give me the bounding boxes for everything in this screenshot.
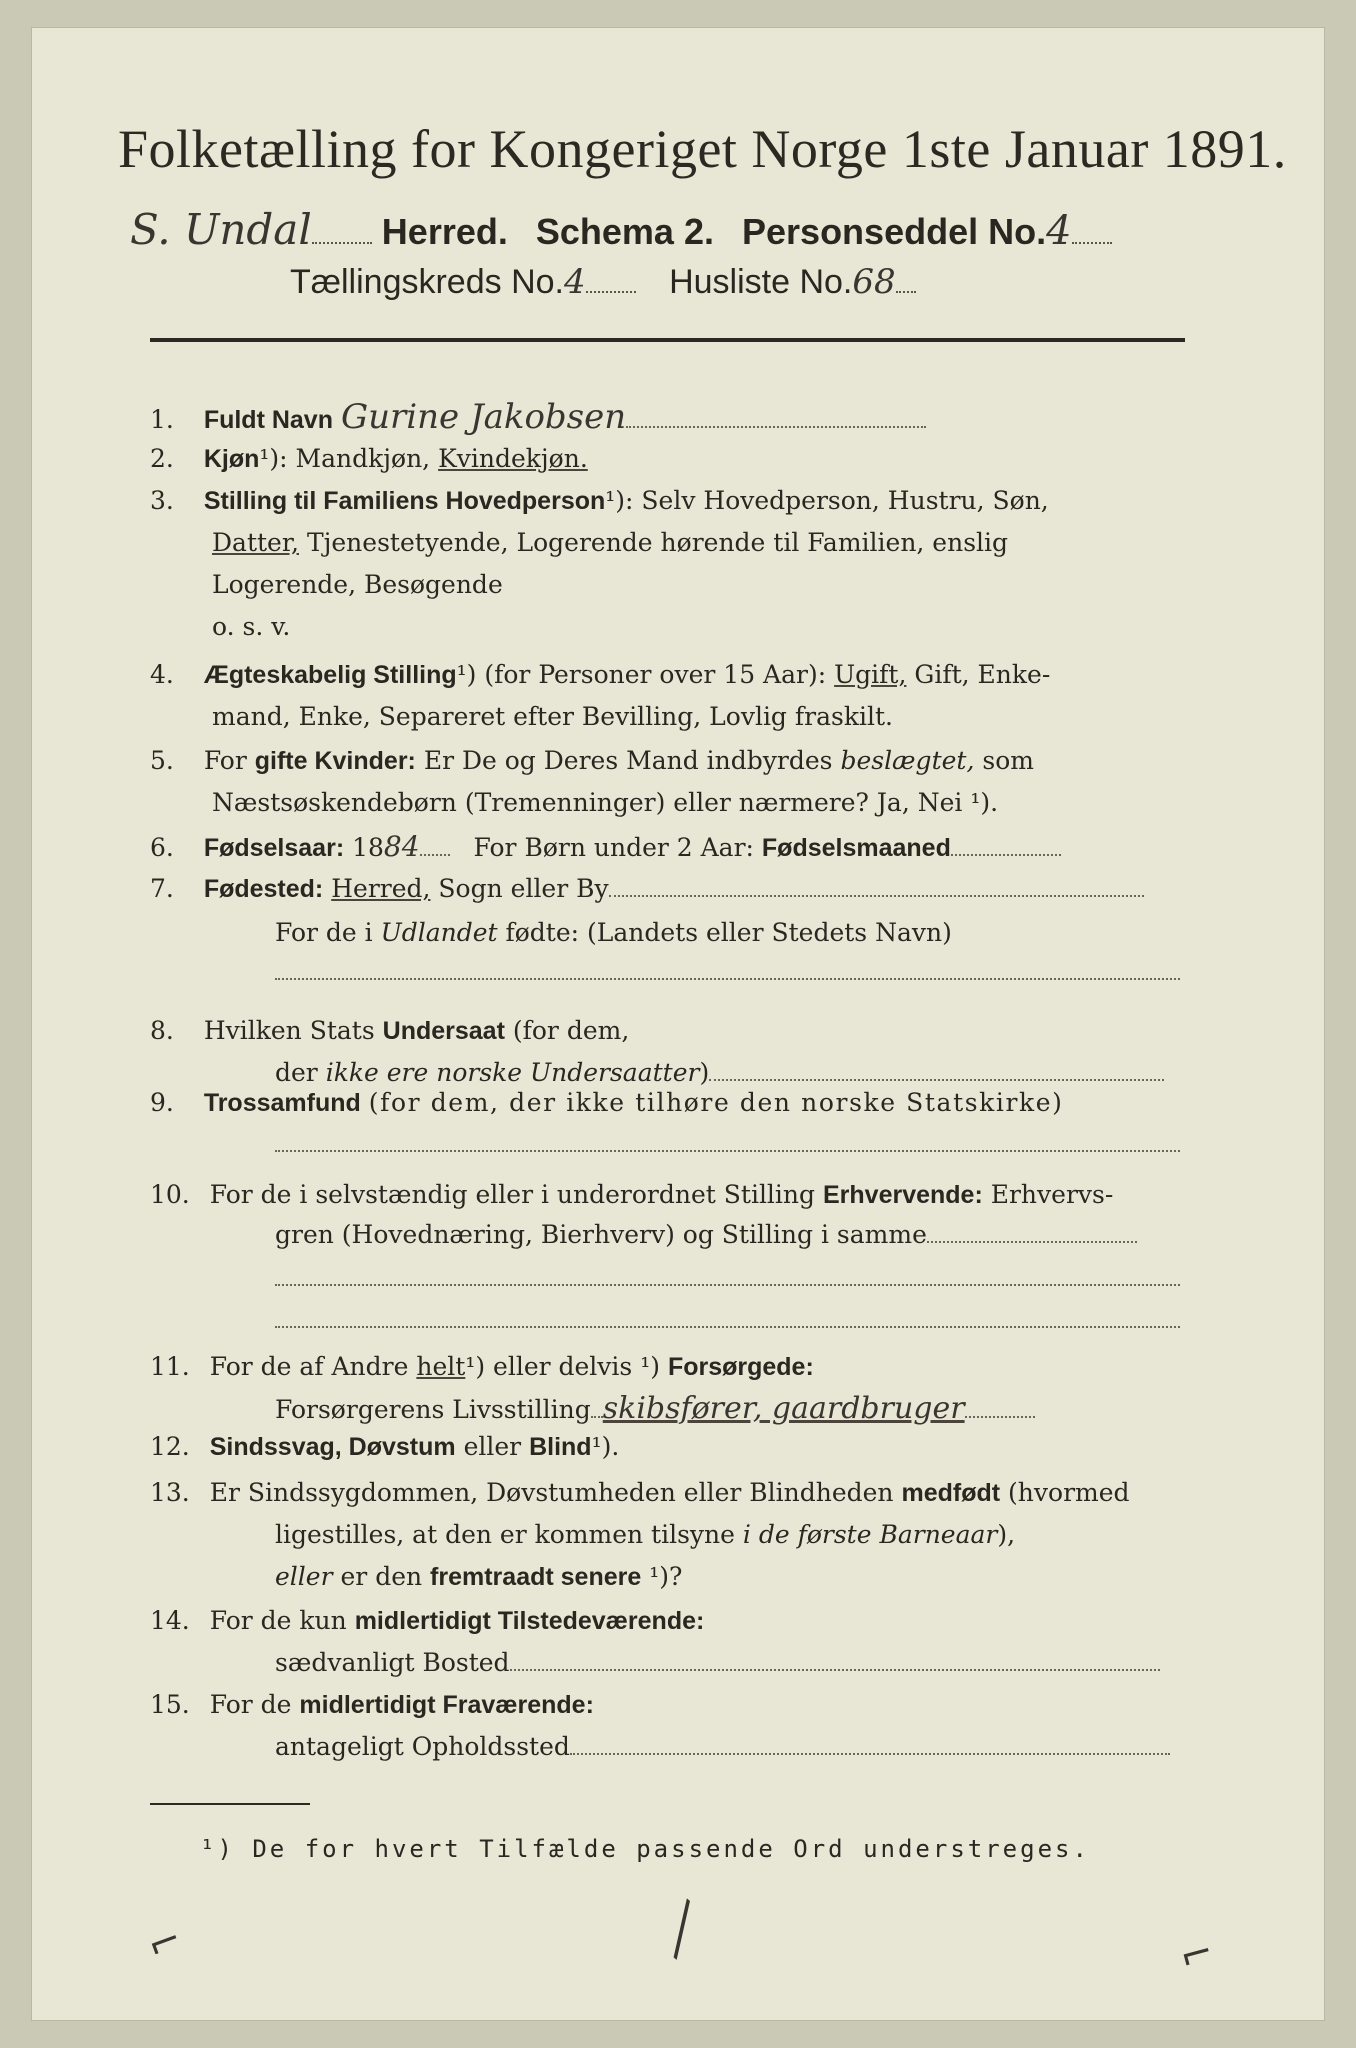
item-4-row2: mand, Enke, Separeret efter Bevilling, Lovlig fraskilt.	[212, 702, 893, 731]
item-13-line2b: ),	[997, 1520, 1016, 1549]
item-13-num: 13.	[150, 1478, 190, 1507]
item-11-dots-b	[965, 1396, 1035, 1418]
item-7	[150, 874, 1144, 904]
husliste-dots	[896, 291, 916, 293]
item-11-value: skibsfører, gaardbruger	[602, 1391, 965, 1426]
schema-label: Schema 2.	[535, 211, 714, 252]
item-8-line2it: ikke ere norske Undersaatter	[325, 1058, 700, 1087]
item-11-row2	[275, 1391, 1035, 1426]
herred-label: Herred.	[381, 211, 508, 252]
item-6-value: 84	[383, 830, 420, 863]
item-11-answer: helt	[416, 1352, 466, 1381]
item-5-line1a: For	[203, 746, 247, 775]
item-13-line1a: Er Sindssygdommen, Døvstumheden eller Blindheden	[209, 1478, 894, 1507]
item-8-row2	[275, 1058, 1164, 1088]
item-5-line1c: som	[982, 746, 1034, 775]
item-2	[150, 444, 588, 474]
item-3-line2: Tjenestetyende, Logerende hørende til Familien, enslig	[306, 528, 1009, 557]
item-7-line2it: Udlandet	[380, 918, 498, 947]
item-12-mid: eller	[463, 1432, 522, 1461]
item-13-line3it: eller	[275, 1562, 333, 1591]
item-14-num: 14.	[150, 1606, 190, 1635]
item-14-line2: sædvanligt Bosted	[275, 1648, 510, 1677]
item-15-num: 15.	[150, 1690, 190, 1719]
item-10-label: Erhvervende:	[822, 1181, 983, 1209]
item-8-line2a: der	[275, 1058, 318, 1087]
item-13	[150, 1478, 1130, 1508]
item-13-row3	[275, 1562, 682, 1592]
husliste-label: Husliste No.	[669, 263, 853, 301]
item-13-label: medfødt	[901, 1479, 1001, 1507]
item-2-num: 2.	[150, 444, 174, 473]
item-13-line2it: i de første Barneaar	[742, 1520, 998, 1549]
item-6-label: Fødselsaar:	[203, 834, 345, 862]
item-14	[150, 1606, 704, 1636]
item-7-answer: Herred,	[331, 874, 431, 903]
item-6-label2: Fødselsmaaned	[761, 834, 951, 862]
item-6	[150, 832, 1061, 863]
herred-value: S. Undal	[130, 205, 312, 254]
item-15-dots	[570, 1733, 1170, 1755]
item-14-row2	[275, 1648, 1160, 1678]
item-5-row2: Næstsøskendebørn (Tremenninger) eller nærmere? Ja, Nei ¹).	[212, 788, 999, 817]
item-1-value: Gurine Jakobsen	[340, 397, 627, 437]
item-8-line1b: (for dem,	[512, 1016, 630, 1045]
item-8-num: 8.	[150, 1016, 174, 1045]
item-5-label: gifte Kvinder:	[254, 747, 416, 775]
item-7-line2a: For de i	[275, 918, 373, 947]
item-10-row2	[275, 1220, 1137, 1250]
item-9-num: 9.	[150, 1088, 174, 1117]
item-3-label: Stilling til Familiens Hovedperson	[203, 487, 606, 515]
form-title: Folketælling for Kongeriget Norge 1ste Januar 1891.	[118, 119, 1287, 179]
item-7-row2	[275, 918, 952, 948]
item-2-answer: Kvindekjøn.	[438, 444, 588, 473]
item-7-blank-line	[275, 978, 1180, 980]
header-row-herred	[130, 205, 1112, 254]
item-2-options: ¹): Mandkjøn,	[259, 444, 431, 473]
item-1	[150, 397, 926, 437]
item-10-blank-line-2	[275, 1326, 1180, 1328]
kreds-value: 4	[563, 262, 586, 302]
item-4-line1b: Gift, Enke-	[914, 660, 1051, 689]
item-9-blank-line	[275, 1150, 1180, 1152]
item-15-line1a: For de	[209, 1690, 292, 1719]
item-6-line: For Børn under 2 Aar:	[473, 833, 754, 862]
item-10-line1a: For de i selvstændig eller i underordnet Stilling	[209, 1180, 816, 1209]
item-12	[150, 1432, 619, 1462]
item-3-answer: Datter,	[212, 528, 299, 557]
item-3-num: 3.	[150, 486, 174, 515]
item-1-label: Fuldt Navn	[203, 406, 333, 434]
item-10-num: 10.	[150, 1180, 190, 1209]
footnote-rule	[150, 1803, 310, 1805]
item-11-line2: Forsørgerens Livsstilling	[275, 1395, 591, 1424]
item-13-row2	[275, 1520, 1015, 1550]
item-1-num: 1.	[150, 405, 174, 434]
item-7-num: 7.	[150, 874, 174, 903]
item-13-line1b: (hvormed	[1008, 1478, 1130, 1507]
item-7-line2b: fødte: (Landets eller Stedets Navn)	[505, 918, 952, 947]
item-15-label: midlertidigt Fraværende:	[299, 1691, 594, 1719]
item-10-dots	[927, 1221, 1137, 1243]
kreds-label: Tællingskreds No.	[290, 263, 564, 301]
footnote: ¹) De for hvert Tilfælde passende Ord understreges.	[200, 1835, 1090, 1863]
item-9-line1: (for dem, der ikke tilhøre den norske Statskirke)	[368, 1088, 1064, 1117]
item-10-line2: gren (Hovednæring, Bierhverv) og Stilling i samme	[275, 1220, 927, 1249]
item-7-line1: Sogn eller By	[438, 874, 609, 903]
item-6-dots	[420, 834, 450, 856]
item-5-italic: beslægtet,	[840, 746, 975, 775]
item-12-label: Sindssvag, Døvstum	[209, 1433, 456, 1461]
item-3-row2	[212, 528, 1008, 558]
herred-dots	[312, 242, 372, 244]
personseddel-value: 4	[1046, 208, 1072, 254]
item-14-dots	[510, 1649, 1160, 1671]
item-4-answer: Ugift,	[834, 660, 907, 689]
item-15-row2	[275, 1732, 1170, 1762]
item-13-line3b: ¹)?	[649, 1562, 683, 1591]
item-8	[150, 1016, 629, 1046]
item-11-label: Forsørgede:	[667, 1353, 814, 1381]
item-7-label: Fødested:	[203, 875, 324, 903]
husliste-value: 68	[852, 262, 896, 302]
item-4-label: Ægteskabelig Stilling	[203, 661, 457, 689]
item-5	[150, 746, 1034, 776]
item-3	[150, 486, 1049, 516]
header-row-kreds	[290, 262, 916, 302]
item-9	[150, 1088, 1064, 1118]
item-2-label: Kjøn	[203, 445, 260, 473]
pen-mark-right-icon: ⌐	[1174, 1928, 1219, 1982]
item-14-label: midlertidigt Tilstedeværende:	[354, 1607, 705, 1635]
item-4	[150, 660, 1050, 690]
item-10	[150, 1180, 1113, 1210]
item-11-line1a: For de af Andre	[209, 1352, 409, 1381]
item-12-end: ¹).	[591, 1432, 620, 1461]
item-13-line3a: er den	[340, 1562, 423, 1591]
item-3-line1: ¹): Selv Hovedperson, Hustru, Søn,	[605, 486, 1049, 515]
item-5-line1b: Er De og Deres Mand indbyrdes	[423, 746, 833, 775]
item-10-line1b: Erhvervs-	[990, 1180, 1114, 1209]
item-3-row4: o. s. v.	[212, 612, 291, 641]
item-8-line2b: )	[699, 1058, 710, 1087]
item-11-num: 11.	[150, 1352, 190, 1381]
item-8-line1a: Hvilken Stats	[203, 1016, 375, 1045]
item-11-dots-a	[591, 1396, 603, 1418]
item-12-label2: Blind	[529, 1433, 592, 1461]
item-5-num: 5.	[150, 746, 174, 775]
item-3-row3: Logerende, Besøgende	[212, 570, 503, 599]
item-6-dots2	[951, 834, 1061, 856]
item-11	[150, 1352, 814, 1382]
item-8-label: Undersaat	[382, 1017, 505, 1045]
personseddel-label: Personseddel No.	[742, 211, 1047, 252]
item-6-num: 6.	[150, 833, 174, 862]
item-6-prefix: 18	[352, 833, 384, 862]
item-4-line1: ¹) (for Personer over 15 Aar):	[456, 660, 827, 689]
item-15	[150, 1690, 594, 1720]
header-rule	[150, 338, 1185, 342]
item-9-label: Trossamfund	[203, 1089, 361, 1117]
pen-mark-center-icon: ╲	[653, 1899, 710, 1959]
item-14-line1a: For de kun	[209, 1606, 347, 1635]
item-8-dots	[709, 1059, 1164, 1081]
item-11-line1b: ¹) eller delvis ¹)	[465, 1352, 660, 1381]
item-15-line2: antageligt Opholdssted	[275, 1732, 570, 1761]
item-12-num: 12.	[150, 1432, 190, 1461]
item-13-label2: fremtraadt senere	[430, 1563, 642, 1591]
personseddel-dots	[1072, 242, 1112, 244]
item-1-dots	[626, 406, 926, 428]
pen-mark-left-icon: ⌐	[141, 1915, 189, 1971]
kreds-dots	[586, 291, 636, 293]
item-7-dots	[609, 875, 1144, 897]
item-10-blank-line-1	[275, 1284, 1180, 1286]
item-13-line2a: ligestilles, at den er kommen tilsyne	[275, 1520, 735, 1549]
item-4-num: 4.	[150, 660, 174, 689]
